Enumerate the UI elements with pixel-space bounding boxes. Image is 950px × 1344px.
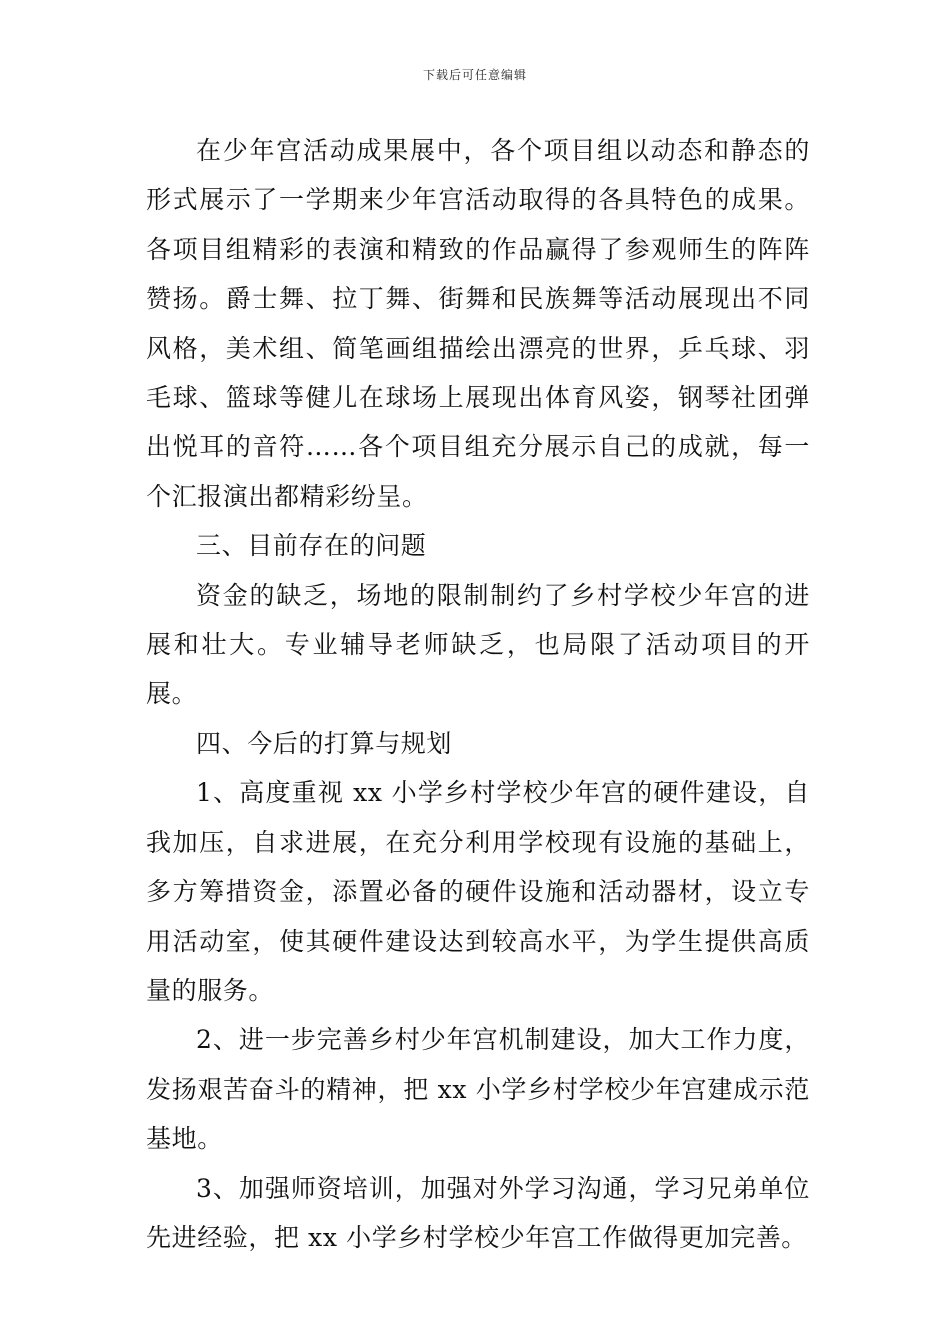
document-body bbox=[146, 126, 810, 1262]
heading-future-plans: 四、今后的打算与规划 bbox=[196, 728, 453, 758]
paragraph-exhibition-results: 在少年宫活动成果展中，各个项目组以动态和静态的形式展示了一学期来少年宫活动取得的各具特色的成果。各项目组精彩的表演和精致的作品赢得了参观师生的阵阵赞扬。爵士舞、拉丁舞、街舞和民族舞等活动展现出不同风格，美术组、简笔画组描绘出漂亮的世界，乒乓球、羽毛球、篮球等健儿在球场上展现出体育风姿，钢琴社团弹出悦耳的音符……各个项目组充分展示自己的成就，每一个汇报演出都精彩纷呈。 bbox=[146, 136, 810, 511]
paragraph-problems: 资金的缺乏，场地的限制制约了乡村学校少年宫的进展和壮大。专业辅导老师缺乏，也局限了活动项目的开展。 bbox=[146, 580, 810, 709]
paragraph-plan-3: 3、加强师资培训，加强对外学习沟通，学习兄弟单位先进经验，把 xx 小学乡村学校少年宫工作做得更加完善。 bbox=[146, 1173, 810, 1252]
paragraph-plan-1: 1、高度重视 xx 小学乡村学校少年宫的硬件建设，自我加压，自求进展，在充分利用学校现有设施的基础上，多方筹措资金，添置必备的硬件设施和活动器材，设立专用活动室，使其硬件建设达到较高水平，为学生提供高质量的服务。 bbox=[146, 778, 810, 1005]
header-note: 下载后可任意编辑 bbox=[422, 68, 527, 82]
paragraph-plan-2: 2、进一步完善乡村少年宫机制建设，加大工作力度，发扬艰苦奋斗的精神，把 xx 小学乡村学校少年宫建成示范基地。 bbox=[146, 1025, 810, 1154]
heading-current-problems: 三、目前存在的问题 bbox=[196, 531, 427, 561]
